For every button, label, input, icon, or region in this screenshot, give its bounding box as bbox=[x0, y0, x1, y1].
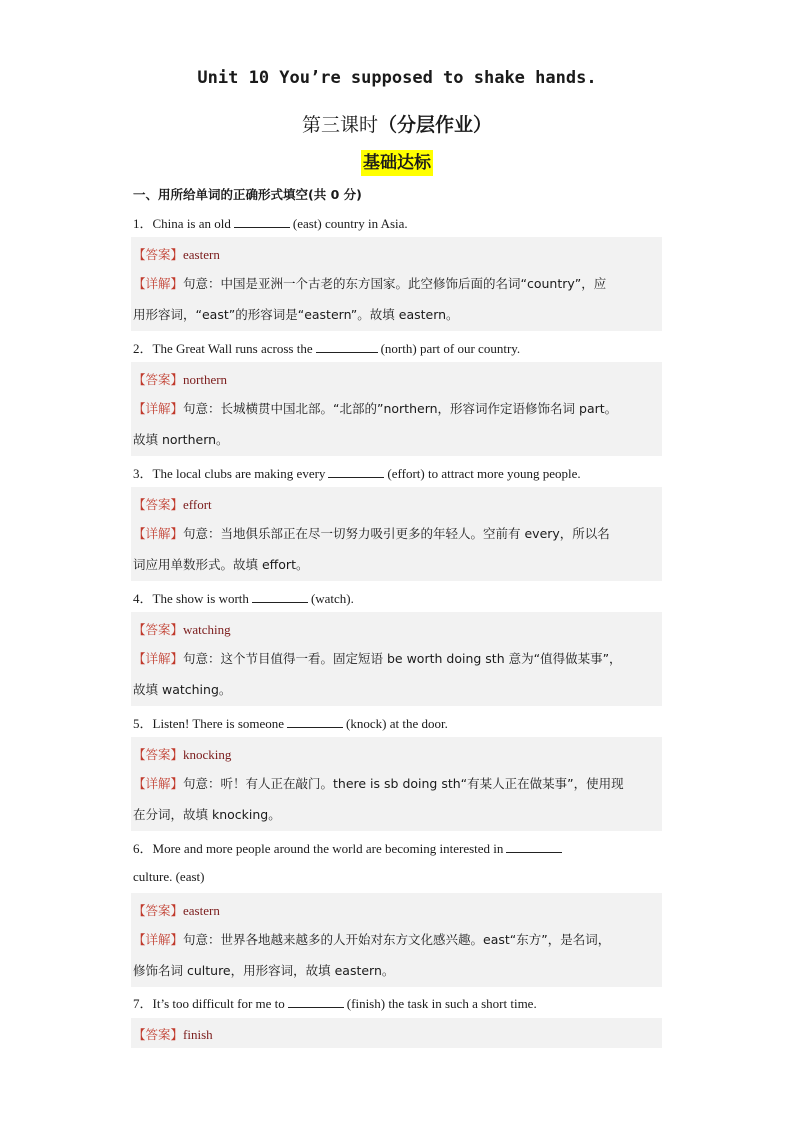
explanation-line: 句意：当地俱乐部正在尽一切努力吸引更多的年轻人。空前有 every，所以名 bbox=[183, 526, 610, 541]
question-4 bbox=[133, 588, 354, 607]
answer-value: finish bbox=[183, 1027, 213, 1042]
question-6-continued bbox=[133, 869, 204, 885]
question-text-before: More and more people around the world are becoming interested in bbox=[152, 841, 504, 856]
question-2 bbox=[133, 338, 520, 357]
explanation-3 bbox=[133, 518, 658, 580]
level-title: 基础达标 bbox=[361, 150, 433, 176]
answer-4 bbox=[133, 620, 231, 638]
answer-value: eastern bbox=[183, 247, 220, 262]
explanation-line: 故填 watching。 bbox=[133, 682, 232, 697]
question-number: 4． bbox=[133, 591, 153, 606]
question-text-before: It’s too difficult for me to bbox=[152, 996, 285, 1011]
question-text-before: China is an old bbox=[152, 216, 231, 231]
explanation-5 bbox=[133, 768, 658, 830]
question-text-after: (east) country in Asia. bbox=[292, 216, 408, 231]
answer-blank bbox=[288, 995, 344, 1008]
answer-blank bbox=[506, 840, 562, 853]
section-heading: 一、用所给单词的正确形式填空(共 0 分) bbox=[133, 187, 362, 202]
question-number: 1． bbox=[133, 216, 153, 231]
question-6 bbox=[133, 838, 565, 857]
answer-1 bbox=[133, 245, 220, 263]
answer-tag: 【答案】 bbox=[133, 247, 184, 262]
explanation-line: 句意：长城横贯中国北部。“北部的”northern，形容词作定语修饰名词 part。 bbox=[183, 401, 618, 416]
question-number: 7． bbox=[133, 996, 153, 1011]
explain-tag: 【详解】 bbox=[133, 932, 184, 947]
answer-6 bbox=[133, 901, 220, 919]
answer-7 bbox=[133, 1025, 213, 1043]
explanation-4 bbox=[133, 643, 658, 705]
lesson-title bbox=[0, 110, 794, 137]
question-5 bbox=[133, 713, 448, 732]
explain-tag: 【详解】 bbox=[133, 776, 184, 791]
question-text-after: (finish) the task in such a short time. bbox=[346, 996, 537, 1011]
answer-tag: 【答案】 bbox=[133, 747, 184, 762]
question-text-before: The local clubs are making every bbox=[152, 466, 326, 481]
lesson-title-prefix: 第三课时 bbox=[301, 114, 378, 136]
explanation-line: 句意：这个节目值得一看。固定短语 be worth doing sth 意为“值得做某事”， bbox=[183, 651, 622, 666]
question-text-before: The show is worth bbox=[152, 591, 249, 606]
question-number: 2． bbox=[133, 341, 153, 356]
question-number: 3． bbox=[133, 466, 153, 481]
explanation-line: 修饰名词 culture，用形容词，故填 eastern。 bbox=[133, 963, 395, 978]
lesson-title-bold: （分层作业） bbox=[378, 114, 493, 136]
explain-tag: 【详解】 bbox=[133, 276, 184, 291]
explanation-line: 句意：世界各地越来越多的人开始对东方文化感兴趣。east“东方”，是名词， bbox=[183, 932, 611, 947]
answer-blank bbox=[234, 215, 290, 228]
explanation-line: 词应用单数形式。故填 effort。 bbox=[133, 557, 309, 572]
answer-tag: 【答案】 bbox=[133, 497, 184, 512]
answer-value: watching bbox=[183, 622, 231, 637]
answer-5 bbox=[133, 745, 231, 763]
answer-tag: 【答案】 bbox=[133, 903, 184, 918]
answer-tag: 【答案】 bbox=[133, 372, 184, 387]
explanation-1 bbox=[133, 268, 658, 330]
answer-blank bbox=[316, 340, 378, 353]
answer-3 bbox=[133, 495, 212, 513]
explanation-2 bbox=[133, 393, 658, 455]
answer-blank bbox=[252, 590, 308, 603]
unit-title: Unit 10 You’re supposed to shake hands. bbox=[197, 68, 597, 88]
question-text-after: (north) part of our country. bbox=[380, 341, 521, 356]
explanation-line: 在分词，故填 knocking。 bbox=[133, 807, 281, 822]
explain-tag: 【详解】 bbox=[133, 401, 184, 416]
question-text-before: The Great Wall runs across the bbox=[152, 341, 313, 356]
answer-tag: 【答案】 bbox=[133, 622, 184, 637]
question-number: 5． bbox=[133, 716, 153, 731]
question-text-before: Listen! There is someone bbox=[152, 716, 285, 731]
question-1 bbox=[133, 213, 408, 232]
explanation-line: 句意：中国是亚洲一个古老的东方国家。此空修饰后面的名词“country”，应 bbox=[183, 276, 607, 291]
question-3 bbox=[133, 463, 581, 482]
answer-blank bbox=[328, 465, 384, 478]
question-text-after: (watch). bbox=[310, 591, 354, 606]
answer-value: knocking bbox=[183, 747, 232, 762]
question-text-after: (knock) at the door. bbox=[346, 716, 448, 731]
question-text-line2: culture. (east) bbox=[133, 869, 205, 884]
answer-2 bbox=[133, 370, 227, 388]
question-7 bbox=[133, 993, 537, 1012]
explanation-line: 句意：听！有人正在敲门。there is sb doing sth“有某人正在做某事”，使用现 bbox=[183, 776, 624, 791]
level-title-wrap bbox=[0, 150, 794, 176]
answer-tag: 【答案】 bbox=[133, 1027, 184, 1042]
question-text-after: (effort) to attract more young people. bbox=[387, 466, 581, 481]
question-number: 6． bbox=[133, 841, 153, 856]
answer-value: eastern bbox=[183, 903, 220, 918]
explain-tag: 【详解】 bbox=[133, 651, 184, 666]
explanation-6 bbox=[133, 924, 658, 986]
explanation-line: 故填 northern。 bbox=[133, 432, 229, 447]
answer-blank bbox=[287, 715, 343, 728]
answer-value: effort bbox=[183, 497, 212, 512]
explanation-line: 用形容词，“east”的形容词是“eastern”。故填 eastern。 bbox=[133, 307, 459, 322]
explain-tag: 【详解】 bbox=[133, 526, 184, 541]
answer-value: northern bbox=[183, 372, 228, 387]
